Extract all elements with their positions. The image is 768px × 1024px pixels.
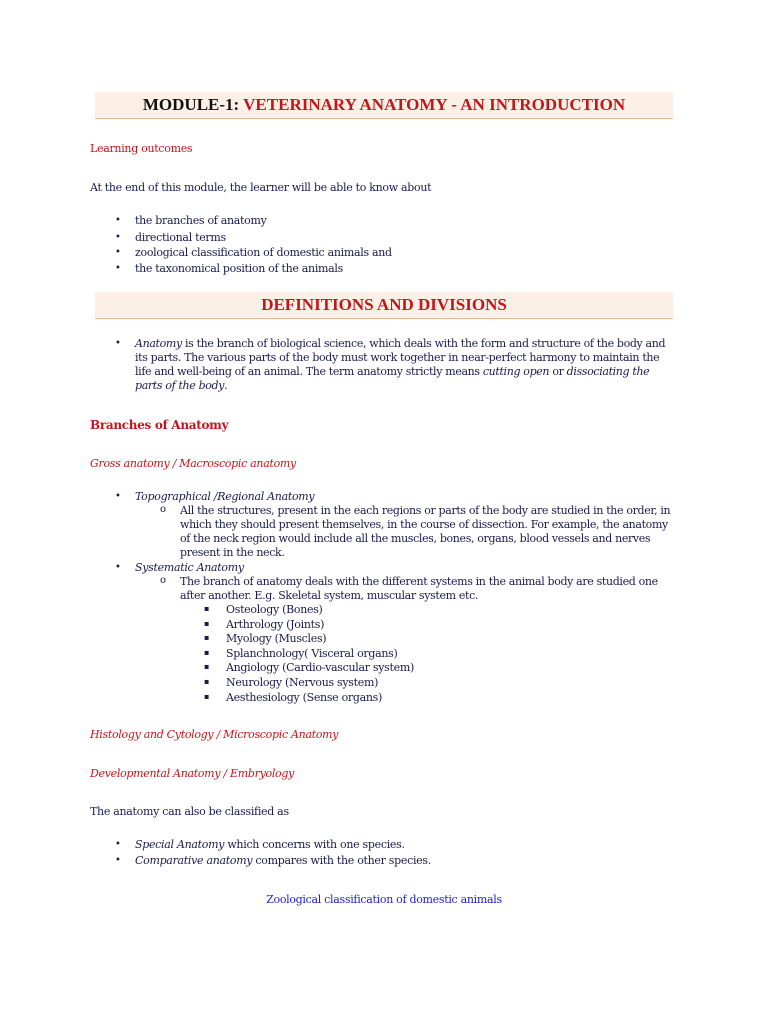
developmental-heading: Developmental Anatomy / Embryology: [90, 767, 295, 780]
circle-bullet-icon: o: [160, 504, 166, 515]
description-line: The branch of anatomy deals with the different systems in the animal body are studied one: [180, 575, 658, 588]
list-item-label: directional terms: [135, 231, 226, 244]
list-item-label: Arthrology (Joints): [226, 618, 325, 631]
module-number: MODULE-1:: [142, 95, 244, 114]
anatomy-term: Anatomy: [135, 337, 182, 350]
emphasis-text: cutting open: [482, 365, 550, 378]
bullet-icon: •: [115, 247, 121, 258]
definitions-heading: DEFINITIONS AND DIVISIONS: [261, 295, 507, 314]
bullet-icon: •: [115, 855, 121, 866]
bullet-icon: •: [115, 232, 121, 243]
definition-text: is the branch of biological science, which deals with the form and structure of the body and: [181, 337, 666, 350]
systematic-label: Systematic Anatomy: [135, 561, 244, 574]
histology-heading: Histology and Cytology / Microscopic Anatomy: [90, 728, 339, 741]
square-bullet-icon: ▪: [204, 619, 210, 628]
emphasis-text: parts of the body: [135, 379, 225, 392]
definition-text: its parts. The various parts of the body must work together in near-perfect harmony to maintain the: [135, 351, 660, 364]
list-item-label: compares with the other species.: [252, 854, 431, 867]
bullet-icon: •: [115, 562, 121, 573]
comparative-anatomy-term: Comparative anatomy: [135, 854, 253, 867]
list-item-label: zoological classification of domestic animals and: [135, 246, 392, 259]
learning-outcomes-intro: At the end of this module, the learner will be able to know about: [90, 181, 432, 194]
square-bullet-icon: ▪: [204, 677, 210, 686]
bullet-icon: •: [115, 338, 121, 349]
bullet-icon: •: [115, 839, 121, 850]
definitions-heading-banner: [95, 292, 673, 319]
definition-text: or: [549, 365, 567, 378]
branches-heading: Branches of Anatomy: [90, 418, 229, 432]
description-line: of the neck region would include all the muscles, bones, organs, blood vessels and nerves: [180, 532, 651, 545]
definition-text: .: [224, 379, 228, 392]
anatomy-definition-paragraph: [135, 337, 671, 393]
square-bullet-icon: ▪: [204, 633, 210, 642]
list-item-label: which concerns with one species.: [224, 838, 405, 851]
topographical-description: [180, 504, 680, 560]
square-bullet-icon: ▪: [204, 648, 210, 657]
definition-text: life and well-being of an animal. The term anatomy strictly means: [135, 365, 483, 378]
special-anatomy-term: Special Anatomy: [135, 838, 225, 851]
list-item-label: Myology (Muscles): [226, 632, 327, 645]
list-item-label: Osteology (Bones): [226, 603, 323, 616]
bullet-icon: •: [115, 215, 121, 226]
description-line: which they should present themselves, in the course of dissection. For example, the anatomy: [180, 518, 668, 531]
gross-anatomy-heading: Gross anatomy / Macroscopic anatomy: [90, 457, 296, 470]
systematic-description: [180, 575, 680, 603]
list-item-label: the taxonomical position of the animals: [135, 262, 343, 275]
module-title-banner: [95, 92, 673, 119]
square-bullet-icon: ▪: [204, 692, 210, 701]
list-item-label: Splanchnology( Visceral organs): [226, 647, 398, 660]
bullet-icon: •: [115, 263, 121, 274]
learning-outcomes-heading: Learning outcomes: [90, 142, 193, 155]
zoological-classification-link[interactable]: Zoological classification of domestic animals: [266, 893, 502, 906]
emphasis-text: dissociating the: [566, 365, 650, 378]
description-line: All the structures, present in the each regions or parts of the body are studied in the order, in: [180, 504, 671, 517]
classification-intro: The anatomy can also be classified as: [90, 805, 289, 818]
list-item-label: Aesthesiology (Sense organs): [226, 691, 382, 704]
description-line: after another. E.g. Skeletal system, muscular system etc.: [180, 589, 479, 602]
module-title: VETERINARY ANATOMY - AN INTRODUCTION: [243, 95, 626, 114]
description-line: present in the neck.: [180, 546, 285, 559]
list-item-label: the branches of anatomy: [135, 214, 267, 227]
circle-bullet-icon: o: [160, 575, 166, 586]
list-item-label: Angiology (Cardio-vascular system): [226, 661, 414, 674]
bullet-icon: •: [115, 491, 121, 502]
list-item-label: Neurology (Nervous system): [226, 676, 379, 689]
topographical-label: Topographical /Regional Anatomy: [135, 490, 315, 503]
square-bullet-icon: ▪: [204, 662, 210, 671]
square-bullet-icon: ▪: [204, 604, 210, 613]
